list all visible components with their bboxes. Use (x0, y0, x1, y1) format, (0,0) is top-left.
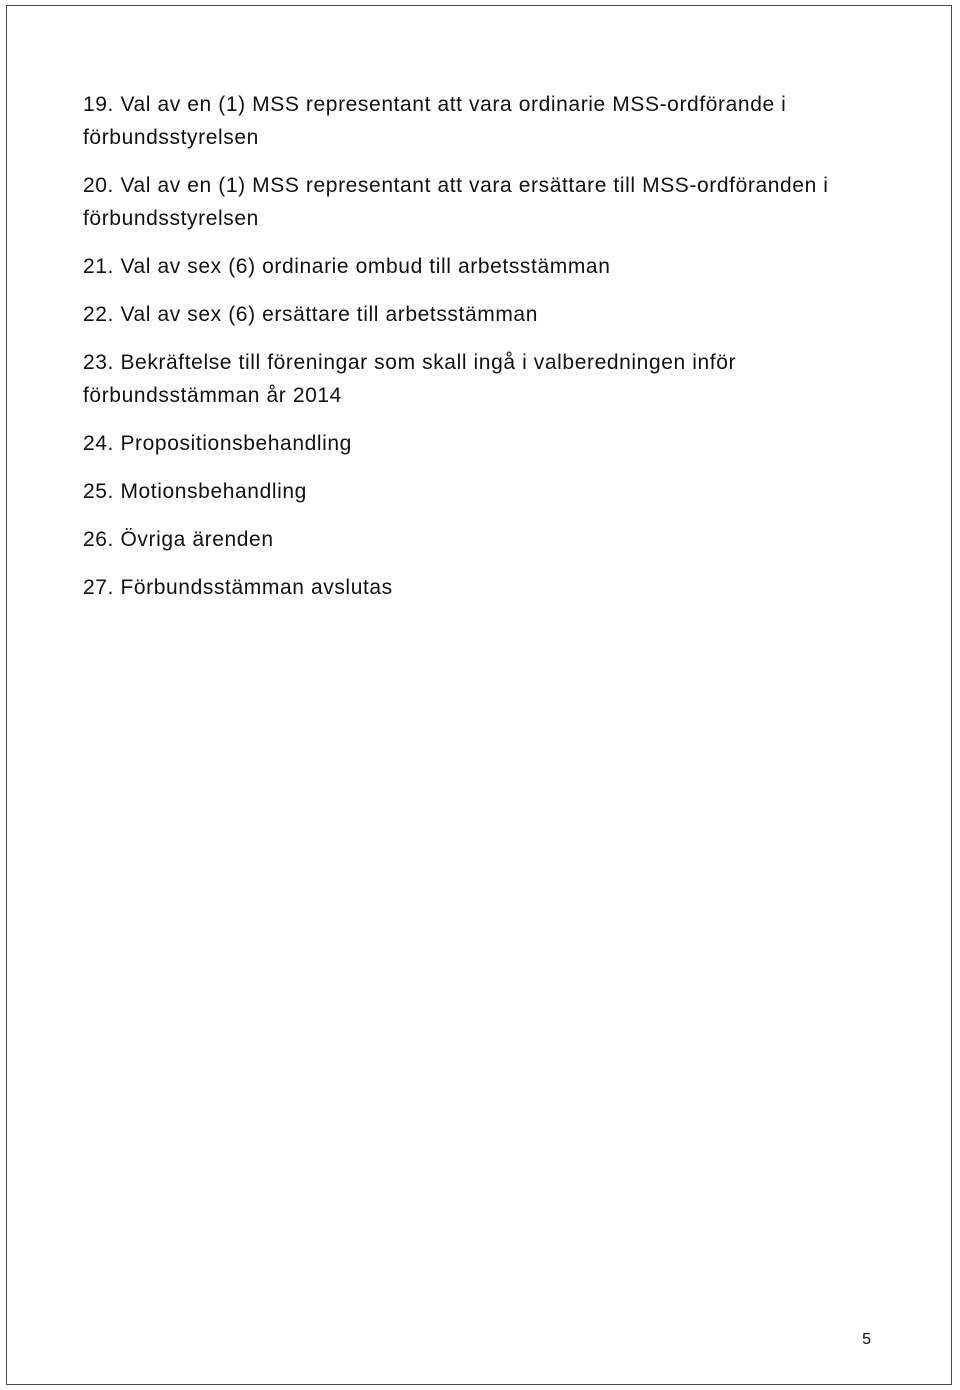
agenda-item (83, 88, 883, 154)
agenda-item-number: 25. (83, 480, 114, 503)
agenda-item-number: 27. (83, 576, 114, 599)
agenda-item (83, 475, 883, 508)
agenda-item-number: 24. (83, 432, 114, 455)
agenda-list (83, 88, 883, 619)
agenda-item (83, 523, 883, 556)
agenda-item-text: Val av en (1) MSS representant att vara ersättare till MSS-ordföranden i förbundsstyrelsen (83, 174, 829, 230)
agenda-item-text: Övriga ärenden (120, 528, 274, 551)
agenda-item-number: 26. (83, 528, 114, 551)
agenda-item-text: Val av sex (6) ersättare till arbetsstämman (120, 303, 538, 326)
agenda-item-text: Val av en (1) MSS representant att vara ordinarie MSS-ordförande i förbundsstyrelsen (83, 93, 787, 149)
agenda-item-number: 20. (83, 174, 114, 197)
agenda-item (83, 571, 883, 604)
agenda-item-text: Bekräftelse till föreningar som skall ingå i valberedningen inför förbundsstämman år 2014 (83, 351, 737, 407)
agenda-item-number: 22. (83, 303, 114, 326)
agenda-item-text: Förbundsstämman avslutas (120, 576, 393, 599)
agenda-item-text: Propositionsbehandling (120, 432, 352, 455)
agenda-item-text: Motionsbehandling (120, 480, 307, 503)
agenda-item-number: 21. (83, 255, 114, 278)
agenda-item (83, 298, 883, 331)
agenda-item (83, 346, 883, 412)
agenda-item (83, 250, 883, 283)
agenda-item (83, 169, 883, 235)
agenda-item (83, 427, 883, 460)
page-number: 5 (862, 1331, 871, 1348)
agenda-item-number: 23. (83, 351, 114, 374)
agenda-item-text: Val av sex (6) ordinarie ombud till arbetsstämman (120, 255, 611, 278)
document-page (6, 5, 952, 1385)
agenda-item-number: 19. (83, 93, 114, 116)
